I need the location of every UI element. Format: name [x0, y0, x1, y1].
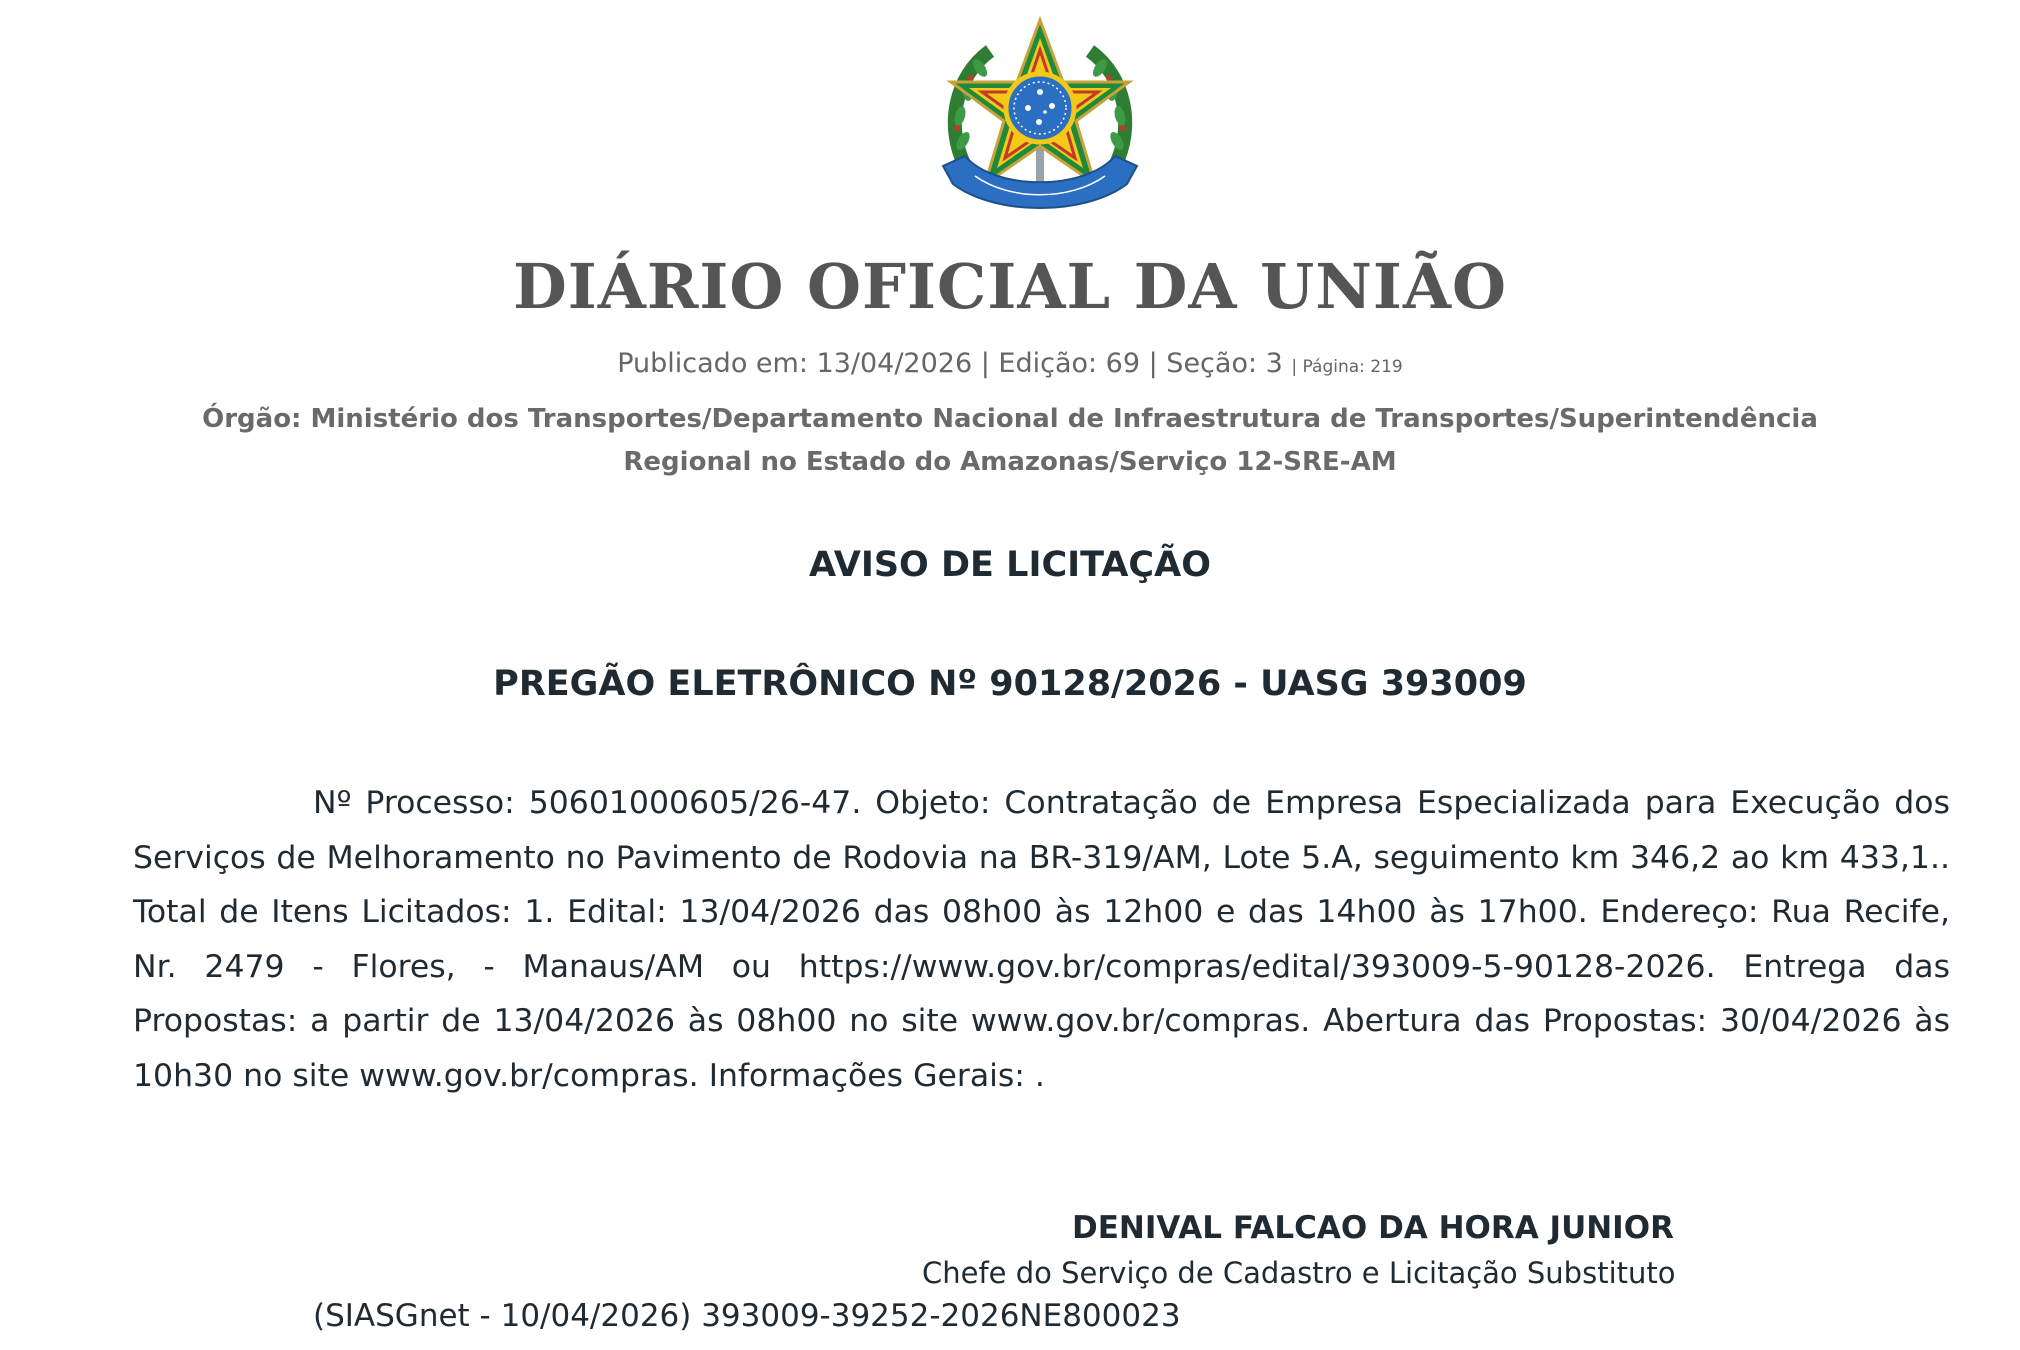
- publication-info: [0, 348, 2020, 379]
- signer-name: DENIVAL FALCAO DA HORA JUNIOR: [1072, 1210, 1674, 1246]
- brazil-coat-of-arms-icon: [935, 16, 1145, 221]
- siasgnet-reference: (SIASGnet - 10/04/2026) 393009-39252-2026NE800023: [313, 1298, 1181, 1334]
- emblem-blue-disc: [1006, 74, 1074, 142]
- notice-body: Nº Processo: 50601000605/26-47. Objeto: Contratação de Empresa Especializada para Execução dos Serviços de Melhoramento no Pavimento de Rodovia na BR-319/AM, Lote 5.A, seguimento km 346,2 ao km 433,1.. Total de Itens Licitados: 1. Edital: 13/04/2026 das 08h00 às 12h00 e das 14h00 às 17h00. Endereço: Rua Recife, Nr. 2479 - Flores, - Manaus/AM ou https://www.gov.br/compras/edital/393009-5-90128-2026. Entrega das Propostas: a partir de 13/04/2026 às 08h00 no site www.gov.br/compras. Abertura das Propostas: 30/04/2026 às 10h30 no site www.gov.br/compras. Informações Gerais: .: [133, 785, 1950, 1094]
- signer-role: Chefe do Serviço de Cadastro e Licitação Substituto: [922, 1256, 1676, 1290]
- newspaper-title: DIÁRIO OFICIAL DA UNIÃO: [513, 250, 1507, 323]
- page-number: | Página: 219: [1291, 357, 1403, 377]
- notice-title: AVISO DE LICITAÇÃO: [809, 545, 1211, 585]
- publication-details: Publicado em: 13/04/2026 | Edição: 69 | Seção: 3: [617, 348, 1283, 379]
- issuing-organ: Órgão: Ministério dos Transportes/Departamento Nacional de Infraestrutura de Transportes/Superintendência Regional no Estado do Amazonas/Serviço 12-SRE-AM: [202, 404, 1818, 477]
- notice-subtitle: PREGÃO ELETRÔNICO Nº 90128/2026 - UASG 393009: [493, 664, 1527, 704]
